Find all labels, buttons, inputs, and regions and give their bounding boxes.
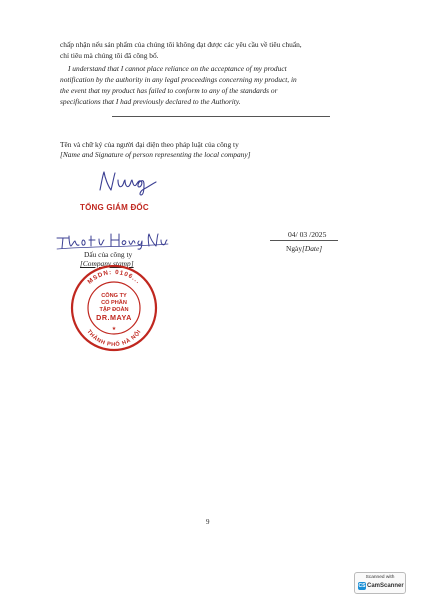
signature-label-en: [Name and Signature of person representing the local company] xyxy=(60,150,251,159)
commitment-vi-line2: chỉ tiêu mà chúng tôi đã công bố. xyxy=(60,51,159,60)
stamp-label-vi: Dấu của công ty xyxy=(84,250,133,259)
commitment-en-line4: specifications that I had previously declared to the Authority. xyxy=(60,97,241,106)
position-title: TỔNG GIÁM ĐỐC xyxy=(80,203,149,212)
commitment-vi-line1: chấp nhận nếu sản phẩm của chúng tôi không đạt được các yêu cầu về tiêu chuẩn, xyxy=(60,40,302,49)
signature-label-vi: Tên và chữ ký của người đại diện theo pháp luật của công ty xyxy=(60,140,239,149)
page-number: 9 xyxy=(206,518,210,526)
date-underline xyxy=(270,240,338,241)
camscanner-line1: Scanned with xyxy=(365,575,395,580)
commitment-en-line3: the event that my product has failed to conform to any of the standards or xyxy=(60,86,278,95)
seal-ring-bottom: THÀNH PHỐ HÀ NỘI xyxy=(85,328,143,349)
camscanner-logo-icon: CS xyxy=(358,583,366,589)
date-value: 04/ 03 /2025 xyxy=(288,230,327,239)
horizontal-divider xyxy=(112,116,330,117)
date-label xyxy=(286,244,322,254)
handwritten-name-image xyxy=(55,230,170,252)
seal-inner-3: TẬP ĐOÀN xyxy=(99,307,129,313)
seal-ring-top: MSDN: 0106... xyxy=(86,268,142,286)
commitment-en-line1: I understand that I cannot place reliance on the acceptance of my product xyxy=(68,64,287,73)
star-icon: ★ xyxy=(111,326,117,332)
seal-inner-2: CỔ PHẦN xyxy=(101,300,127,306)
camscanner-line2: CamScanner xyxy=(367,583,404,589)
seal-inner-1: CÔNG TY xyxy=(101,293,127,299)
date-label-en: [Date] xyxy=(302,244,323,253)
commitment-en-line2: notification by the authority in any legal proceedings concerning my product, in xyxy=(60,75,297,84)
stamp-label-en: [Company stamp] xyxy=(80,259,134,268)
seal-brand: DR.MAYA xyxy=(96,313,132,322)
date-label-vi: Ngày xyxy=(286,244,303,253)
camscanner-badge xyxy=(354,572,406,594)
company-seal-stamp xyxy=(68,262,160,354)
signature-image xyxy=(96,168,166,196)
